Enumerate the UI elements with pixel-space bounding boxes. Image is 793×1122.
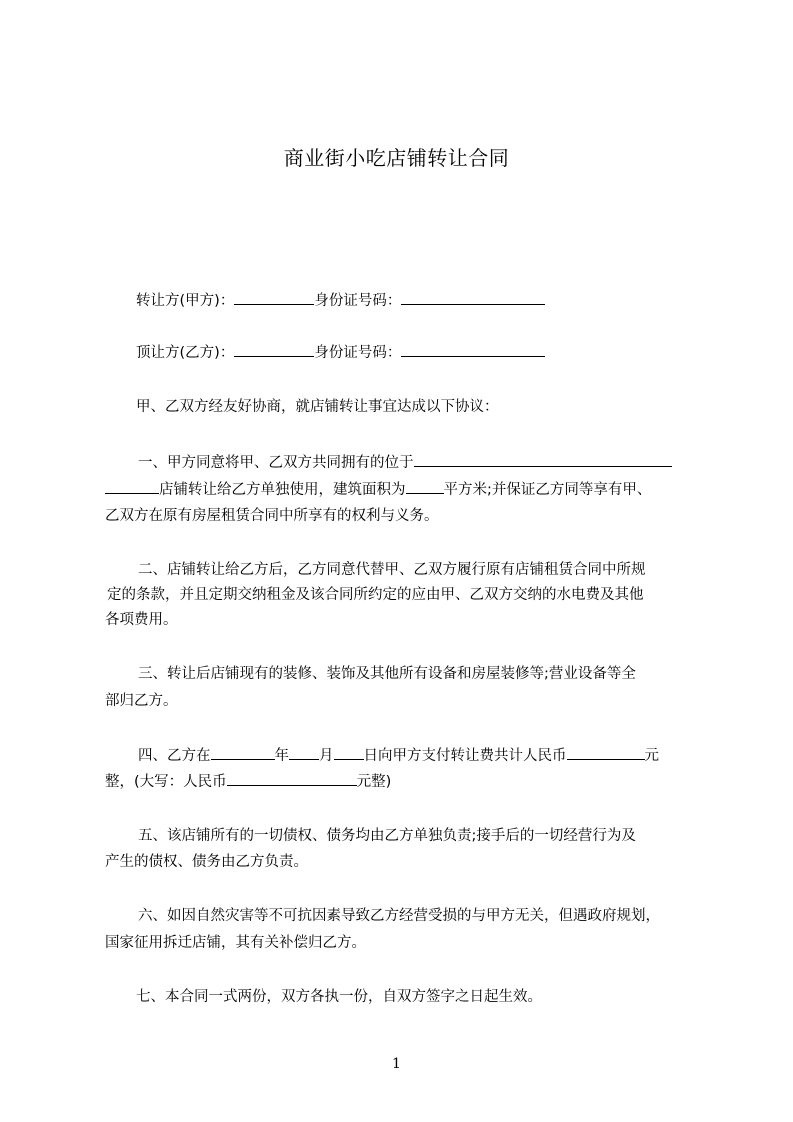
clause2-line1: 二、店铺转让给乙方后，乙方同意代替甲、乙双方履行原有店铺租赁合同中所规: [138, 562, 646, 578]
clause4-text-a: 四、乙方在: [138, 748, 211, 764]
clause4-line1: [138, 745, 659, 766]
transferee-name-blank[interactable]: [234, 342, 314, 357]
floor-area-blank[interactable]: [406, 479, 444, 494]
clause1-line2: [105, 479, 651, 500]
month-blank[interactable]: [289, 745, 319, 760]
clause3-line1: 三、转让后店铺现有的装修、装饰及其他所有设备和房屋装修等;营业设备等全: [138, 666, 636, 682]
clause1-line3: 乙双方在原有房屋租赁合同中所享有的权利与义务。: [105, 508, 439, 524]
day-blank[interactable]: [334, 745, 364, 760]
transferor-line: [136, 290, 545, 311]
clause5-line1: 五、该店铺所有的一切债权、债务均由乙方单独负责;接手后的一切经营行为及: [138, 828, 636, 844]
clause6-line1: 六、如因自然灾害等不可抗因素导致乙方经营受损的与甲方无关，但遇政府规划，: [138, 908, 660, 924]
transferor-id-blank[interactable]: [401, 290, 545, 305]
intro-text: 甲、乙双方经友好协商，就店铺转让事宜达成以下协议：: [136, 399, 499, 415]
shop-location-blank-cont[interactable]: [105, 479, 159, 494]
year-label: 年: [274, 748, 289, 764]
clause1-text-a: 一、甲方同意将甲、乙双方共同拥有的位于: [138, 455, 414, 471]
clause6-line2: 国家征用拆迁店铺，其有关补偿归乙方。: [105, 935, 366, 951]
clause1-text-b: 店铺转让给乙方单独使用，建筑面积为: [159, 482, 406, 498]
transferee-id-label: 身份证号码：: [314, 345, 402, 361]
page-number: 1: [392, 1056, 401, 1072]
shop-location-blank[interactable]: [414, 452, 672, 467]
fee-amount-blank[interactable]: [567, 745, 645, 760]
transferee-id-blank[interactable]: [401, 342, 545, 357]
transferor-label: 转让方(甲方)：: [136, 293, 235, 309]
yuan-label: 元: [644, 748, 659, 764]
clause1-line1: [138, 452, 672, 473]
clause2-line2: 定的条款，并且定期交纳租金及该合同所约定的应由甲、乙双方交纳的水电费及其他: [107, 587, 644, 603]
transferor-name-blank[interactable]: [234, 290, 314, 305]
clause2-line3: 各项费用。: [105, 612, 178, 628]
clause4-line2: [105, 771, 391, 792]
month-label: 月: [319, 748, 334, 764]
clause5-line2: 产生的债权、债务由乙方负责。: [105, 854, 308, 870]
clause4-zheng-text: 整，(大写：人民币: [105, 774, 227, 790]
transferee-label: 顶让方(乙方)：: [136, 345, 235, 361]
transferee-line: [136, 342, 545, 363]
clause1-text-c: 平方米;并保证乙方同等享有甲、: [443, 482, 652, 498]
clause4-day-text: 日向甲方支付转让费共计人民币: [363, 748, 567, 764]
year-blank[interactable]: [211, 745, 275, 760]
clause7-line: 七、本合同一式两份，双方各执一份，自双方签字之日起生效。: [136, 989, 542, 1005]
fee-capital-blank[interactable]: [227, 771, 357, 786]
clause4-end-text: 元整): [356, 774, 392, 790]
clause3-line2: 部归乙方。: [105, 693, 178, 709]
transferor-id-label: 身份证号码：: [314, 293, 402, 309]
contract-title: 商业街小吃店铺转让合同: [283, 146, 510, 170]
